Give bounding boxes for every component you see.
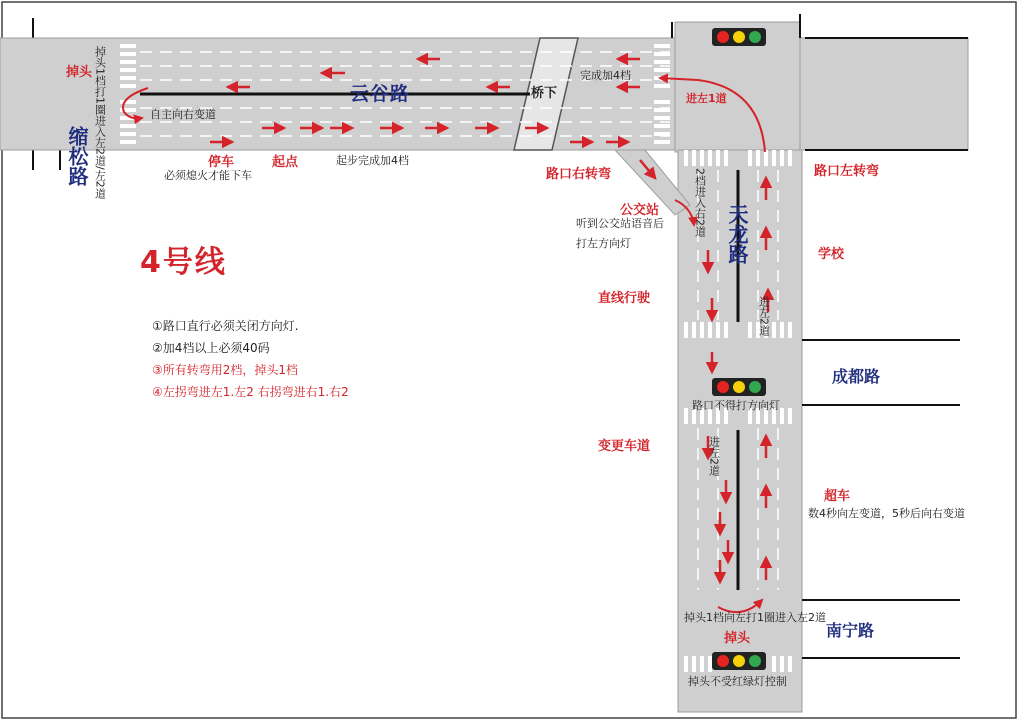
label-start: 起点 [272, 155, 299, 170]
rule-2: ②加4档以上必须40码 [152, 341, 270, 355]
note-bus-voice: 听到公交站语音后 [576, 217, 664, 230]
label-lane-change: 变更车道 [598, 439, 651, 454]
note-uturn-light: 掉头不受红绿灯控制 [688, 675, 787, 688]
note-start: 起步完成加4档 [336, 154, 409, 167]
label-right-turn: 路口右转弯 [546, 167, 612, 182]
note-uturn-circle: 掉头1档向左打1圈进入左2道 [684, 611, 826, 624]
label-left-turn: 路口左转弯 [814, 164, 880, 179]
school-label: 学校 [818, 247, 845, 262]
note-free-lane-change: 自主向右变道 [150, 108, 216, 121]
label-bus-stop: 公交站 [620, 203, 660, 218]
note-overtake: 数4秒向左变道，5秒后向右变道 [808, 507, 965, 520]
label-uturn-bottom: 掉头 [724, 631, 751, 646]
rule-3: ③所有转弯用2档，掉头1档 [152, 363, 299, 377]
label-enter-left1: 进左1道 [686, 92, 727, 105]
road-name-suosong: 缩松路 [65, 126, 89, 186]
note-stop: 必须熄火才能下车 [164, 169, 252, 182]
note-bus-signal: 打左方向灯 [576, 237, 631, 250]
road-name-chengdu: 成都路 [832, 367, 881, 386]
label-overtake: 超车 [824, 489, 851, 504]
note-enter-left2-b: 进左2道 [707, 436, 721, 476]
label-uturn-top-left: 掉头 [66, 65, 93, 80]
label-stop: 停车 [208, 155, 235, 170]
rule-1: ①路口直行必须关闭方向灯. [152, 319, 299, 333]
note-uturn-instruction: 掉头1档打1圈进入左2道/左2道 [93, 46, 107, 199]
note-finish-gear4: 完成加4档 [580, 69, 631, 82]
bridge-label: 桥下 [531, 86, 558, 101]
note-no-signal: 路口不得打方向灯 [692, 399, 780, 412]
traffic-light-mid-icon [712, 378, 766, 396]
rule-4: ④左拐弯进左1.左2 右拐弯进右1.右2 [152, 385, 349, 399]
road-name-nanning: 南宁路 [826, 621, 875, 640]
traffic-light-bottom-icon [712, 652, 766, 670]
note-enter-left2-a: 进左2道 [757, 296, 771, 336]
traffic-light-top-icon [712, 28, 766, 46]
road-name-tianlong: 天龙路 [725, 204, 749, 264]
label-straight: 直线行驶 [598, 291, 651, 306]
road-name-yungu: 云谷路 [350, 83, 411, 105]
map-title: 4号线 [140, 245, 227, 280]
note-enter-right2: 2档进入右2道 [693, 168, 707, 237]
